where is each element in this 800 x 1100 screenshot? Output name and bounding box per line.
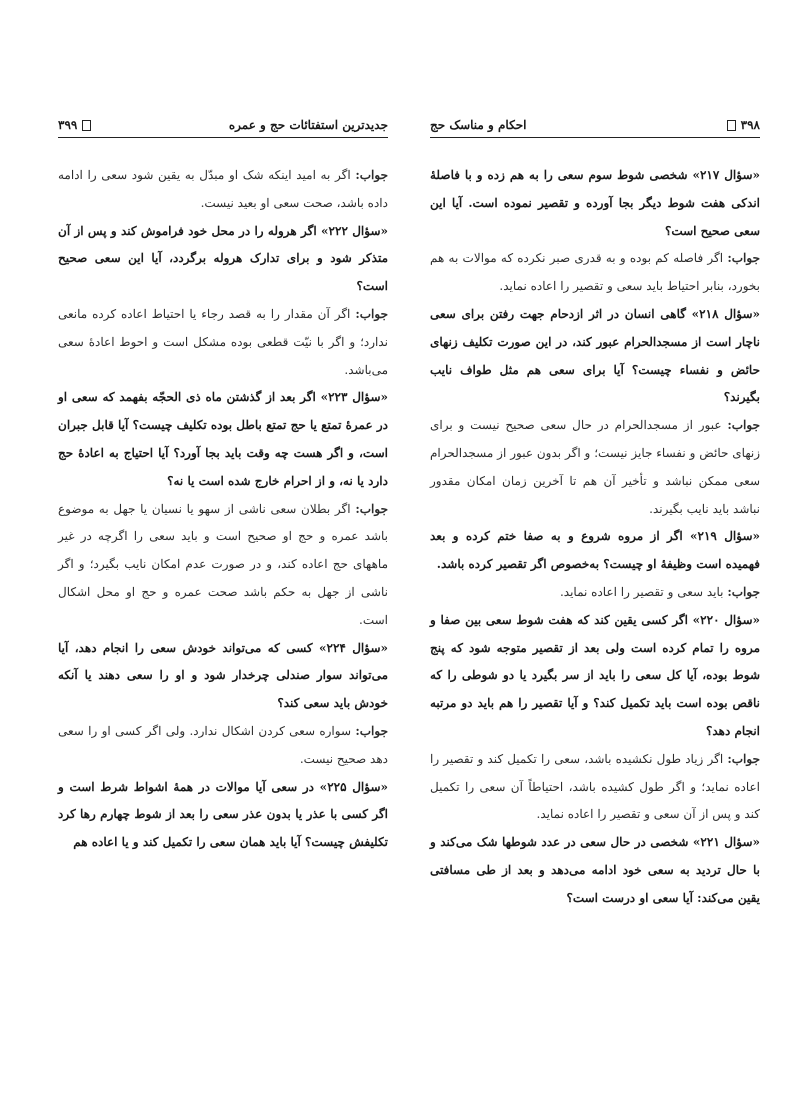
question-paragraph: «سؤال ۲۲۵» در سعی آیا موالات در همهٔ اشواط شرط است و اگر کسی با عذر یا بدون عذر سعی را بعد از شوط چهارم رها کرد تکلیفش چیست؟ آیا باید همان سعی را تکمیل کند و یا اعاده هم [58, 779, 389, 850]
answer-text: اگر زیاد طول نکشیده باشد، سعی را تکمیل کند و تقصیر را اعاده نماید؛ و اگر طول کشیده باشد، احتیاطاً آن سعی را تکمیل کند و پس از آن سعی و تقصیر را اعاده نماید. [430, 751, 760, 822]
answer-paragraph [430, 579, 760, 607]
left-page-body [58, 162, 388, 857]
right-page-body [430, 162, 760, 913]
answer-label: جواب: [727, 584, 760, 599]
question-paragraph: «سؤال ۲۲۱» شخصی در حال سعی در عدد شوطها شک می‌کند و با حال تردید به سعی خود ادامه می‌دهد و بعد از طی مسافتی یقین می‌کند: آیا سعی او درست است؟ [430, 835, 761, 905]
answer-label: جواب: [355, 501, 388, 516]
page-marker-square [82, 120, 91, 131]
answer-paragraph [58, 718, 388, 774]
answer-paragraph [58, 496, 388, 635]
answer-label: جواب: [727, 251, 760, 266]
answer-text: اگر آن مقدار را به قصد رجاء یا احتیاط اعاده کرده مانعی ندارد؛ و اگر با نیّت قطعی بوده مشکل است و احوط اعادهٔ سعی می‌باشد. [58, 306, 388, 377]
answer-paragraph [430, 245, 760, 301]
question-paragraph: «سؤال ۲۲۰» اگر کسی یقین کند که هفت شوط سعی بین صفا و مروه را تمام کرده است ولی بعد از تقصیر متوجه شود که پنج شوط بوده، آیا کل سعی را باید از سر بگیرد یا دو شوطی را که ناقص بوده است باید تکمیل کند؟ و آیا تقصیر را هم باید دو مرتبه انجام دهد؟ [430, 612, 760, 738]
answer-paragraph [430, 412, 760, 523]
question-paragraph: «سؤال ۲۱۷» شخصی شوط سوم سعی را به هم زده و با فاصلهٔ اندکی هفت شوط دیگر بجا آورده و تقصیر نموده است. آیا این سعی صحیح است؟ [430, 168, 761, 238]
question-paragraph: «سؤال ۲۱۸» گاهی انسان در اثر ازدحام جهت رفتن برای سعی ناچار است از مسجدالحرام عبور کند، در این صورت تکلیف زنهای حائض و نفساء چیست؟ آیا برای سعی هم مثل طواف نایب بگیرند؟ [430, 306, 761, 405]
left-running-title: جدیدترین استفتائات حج و عمره [228, 118, 388, 132]
answer-label: جواب: [727, 751, 760, 766]
right-page-number: ۳۹۸ [740, 118, 760, 132]
question-paragraph: «سؤال ۲۱۹» اگر از مروه شروع و به صفا ختم کرده و بعد فهمیده است وظیفهٔ او چیست؟ به‌خصوص اگر تقصیر کرده باشد. [430, 529, 761, 572]
answer-label: جواب: [355, 306, 388, 321]
answer-text: اگر فاصله کم بوده و به قدری صبر نکرده که موالات به هم بخورد، بنابر احتیاط باید سعی و تقصیر را اعاده نماید. [430, 251, 760, 294]
left-page-header [58, 118, 388, 138]
left-page-number: ۳۹۹ [58, 118, 78, 132]
question-paragraph: «سؤال ۲۲۳» اگر بعد از گذشتن ماه ذی الحجّه بفهمد که سعی او در عمرهٔ تمتع یا حج تمتع باطل بوده تکلیف چیست؟ آیا قابل جبران است، و اگر هست چه وقت باید بجا آورد؟ آیا احتیاج به اعادهٔ حج دارد یا نه، و از احرام خارج شده است یا نه؟ [58, 390, 389, 488]
question-paragraph: «سؤال ۲۲۲» اگر هروله را در محل خود فراموش کند و پس از آن متذکر شود و برای تدارک هروله برگردد، آیا این سعی صحیح است؟ [58, 223, 389, 294]
answer-text: باید سعی و تقصیر را اعاده نماید. [559, 584, 728, 599]
answer-label: جواب: [727, 418, 760, 433]
answer-label: جواب: [355, 723, 388, 738]
answer-text: عبور از مسجدالحرام در حال سعی صحیح نیست و برای زنهای حائض و نفساء جایز نیست؛ و اگر بدون عبور از مسجدالحرام سعی ممکن نباشد و تأخیر آن هم تا آخرین زمان امکان مقدور نباشد باید نایب بگیرند. [430, 418, 761, 516]
answer-label: جواب: [355, 168, 388, 182]
answer-paragraph [58, 162, 388, 218]
answer-text: سواره سعی کردن اشکال ندارد. ولی اگر کسی او را سعی دهد صحیح نیست. [58, 723, 388, 766]
answer-paragraph [430, 746, 760, 829]
right-running-title: احکام و مناسک حج [430, 118, 527, 132]
right-page [430, 118, 760, 913]
page-marker-square [727, 120, 736, 131]
right-page-header [430, 118, 760, 138]
left-page-number-box [58, 118, 91, 132]
right-page-number-box [727, 118, 760, 132]
left-page [58, 118, 388, 857]
question-paragraph: «سؤال ۲۲۴» کسی که می‌تواند خودش سعی را انجام دهد، آیا می‌تواند سوار صندلی چرخدار شود و او را سعی دهند یا آنکه خودش باید سعی کند؟ [58, 640, 389, 711]
answer-text: اگر بطلان سعی ناشی از سهو یا نسیان یا جهل به موضوع باشد عمره و حج او صحیح است و باید سعی را اگرچه در غیر ماههای حج اعاده کند، و در صورت عدم امکان نایب بگیرد؛ و اگر ناشی از جهل به حکم باشد صحت عمره و حج او محل اشکال است. [58, 501, 388, 627]
answer-text: اگر به امید اینکه شک او مبدّل به یقین شود سعی را ادامه داده باشد، صحت سعی او بعید نیست. [58, 168, 388, 210]
answer-paragraph [58, 301, 388, 384]
